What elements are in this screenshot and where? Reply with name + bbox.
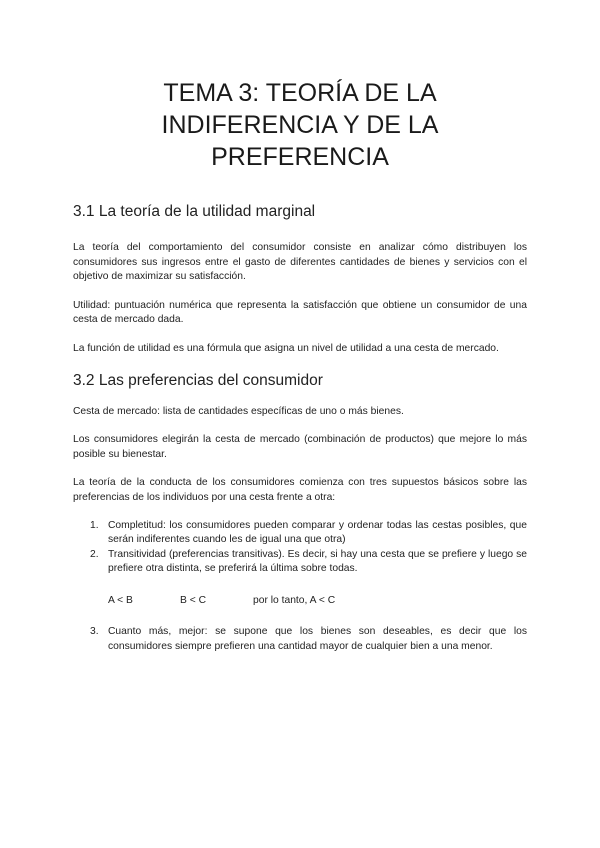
list-item bbox=[73, 625, 527, 654]
relation-a-b: A < B bbox=[108, 594, 133, 606]
section-heading-3-1: 3.1 La teoría de la utilidad marginal bbox=[73, 203, 316, 220]
list-item-text: Transitividad (preferencias transitivas). Es decir, si hay una cesta que se prefiere y luego se prefiere otra distinta, se preferirá la última sobre todas. bbox=[108, 548, 527, 575]
list-item-text: Cuanto más, mejor: se supone que los bienes son deseables, es decir que los consumidores siempre prefieren una cantidad mayor de cualquier bien a una menor. bbox=[108, 625, 527, 652]
list-item bbox=[73, 548, 527, 577]
section-heading-3-2: 3.2 Las preferencias del consumidor bbox=[73, 371, 323, 389]
relation-conclusion: por lo tanto, A < C bbox=[253, 594, 336, 606]
title-line-1: TEMA 3: TEORÍA DE LA bbox=[163, 79, 437, 107]
list-item-number: 1. bbox=[90, 519, 99, 531]
paragraph-utility-definition: Utilidad: puntuación numérica que representa la satisfacción que obtiene un consumidor de una cesta de mercado dada. bbox=[73, 299, 527, 326]
paragraph-consumer-theory: La teoría del comportamiento del consumidor consiste en analizar cómo distribuyen los consumidores sus ingresos entre el gasto de diferentes cantidades de bienes y servicios con el objetivo de maximizar su satisfacción. bbox=[73, 242, 527, 283]
title-line-3: PREFERENCIA bbox=[211, 143, 389, 171]
paragraph-market-basket: Cesta de mercado: lista de cantidades específicas de uno o más bienes. bbox=[73, 405, 404, 417]
page-title bbox=[73, 0, 527, 173]
assumptions-list bbox=[73, 519, 527, 655]
list-item bbox=[73, 519, 527, 548]
relation-b-c: B < C bbox=[180, 594, 207, 606]
paragraph-utility-function: La función de utilidad es una fórmula que asigna un nivel de utilidad a una cesta de mercado. bbox=[73, 342, 499, 354]
list-item-text: Completitud: los consumidores pueden comparar y ordenar todas las cestas posibles, que serán indiferentes cuando les de igual una que otra) bbox=[108, 519, 527, 546]
paragraph-consumer-choice: Los consumidores elegirán la cesta de mercado (combinación de productos) que mejore lo más posible su bienestar. bbox=[73, 434, 527, 460]
paragraph-assumptions-intro: La teoría de la conducta de los consumidores comienza con tres supuestos básicos sobre las preferencias de los individuos por una cesta frente a otra: bbox=[73, 477, 527, 503]
list-item-number: 3. bbox=[90, 625, 99, 637]
transitivity-example bbox=[108, 594, 527, 608]
title-line-2: INDIFERENCIA Y DE LA bbox=[161, 111, 439, 139]
list-item-number: 2. bbox=[90, 548, 99, 560]
